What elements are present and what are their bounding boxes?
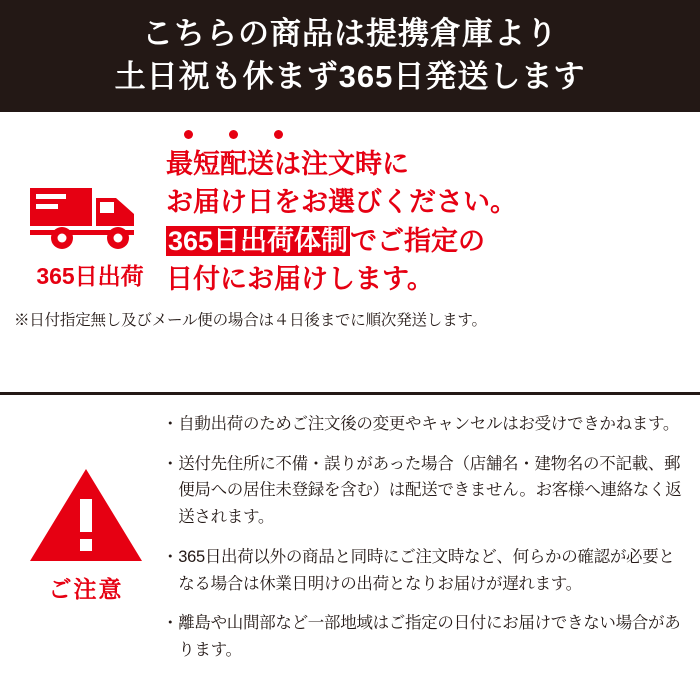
dot-icon bbox=[184, 130, 193, 139]
bullet-mark: ・ bbox=[162, 547, 179, 566]
caution-badge bbox=[10, 405, 162, 700]
warning-triangle-icon bbox=[28, 465, 144, 565]
caution-section bbox=[0, 395, 700, 700]
truck-label: 365日出荷 bbox=[36, 263, 144, 289]
bullet-mark: ・ bbox=[162, 415, 179, 433]
dot-icon bbox=[229, 130, 238, 139]
delivery-note: ※日付指定無し及びメール便の場合は４日後までに順次発送します。 bbox=[14, 312, 487, 330]
list-item-text: 365日出荷以外の商品と同時にご注文時など、何らかの確認が必要となる場合は休業日明けの出荷となりお届けが遅れます。 bbox=[178, 547, 675, 593]
delivery-line-1: 最短配送は注文時に bbox=[166, 149, 409, 179]
banner-header bbox=[0, 0, 700, 112]
bullet-mark: ・ bbox=[162, 454, 179, 473]
dot-icon bbox=[274, 130, 283, 139]
truck-icon bbox=[28, 172, 152, 250]
decorative-dots bbox=[166, 130, 686, 139]
list-item-text: 離島や山間部など一部地域はご指定の日付にお届けできない場合があります。 bbox=[178, 614, 681, 660]
list-item-text: 送付先住所に不備・誤りがあった場合（店舗名・建物名の不記載、郵便局への居住未登録を含む）は配送できません。お客様へ連絡なく返送されます。 bbox=[178, 454, 682, 527]
delivery-line-3-rest: でご指定の bbox=[350, 225, 486, 256]
delivery-text-block bbox=[166, 124, 686, 298]
bullet-mark: ・ bbox=[162, 614, 179, 633]
delivery-section bbox=[0, 112, 700, 395]
list-item bbox=[162, 610, 686, 663]
delivery-highlight: 365日出荷体制 bbox=[168, 225, 349, 256]
caution-label: ご注意 bbox=[48, 576, 124, 602]
list-item bbox=[162, 411, 686, 438]
list-item-text: 自動出荷のためご注文後の変更やキャンセルはお受けできかねます。 bbox=[178, 415, 680, 433]
delivery-line-3 bbox=[166, 222, 686, 260]
header-line-2: 土日祝も休まず365日発送します bbox=[114, 59, 586, 94]
list-item bbox=[162, 544, 686, 597]
delivery-content bbox=[14, 124, 686, 298]
caution-list bbox=[162, 405, 686, 700]
header-line-1: こちらの商品は提携倉庫より bbox=[142, 16, 558, 52]
list-item bbox=[162, 451, 686, 531]
truck-badge bbox=[14, 124, 166, 291]
delivery-line-2: お届け日をお選びください。 bbox=[166, 187, 517, 218]
delivery-line-4: 日付にお届けします。 bbox=[166, 263, 434, 294]
